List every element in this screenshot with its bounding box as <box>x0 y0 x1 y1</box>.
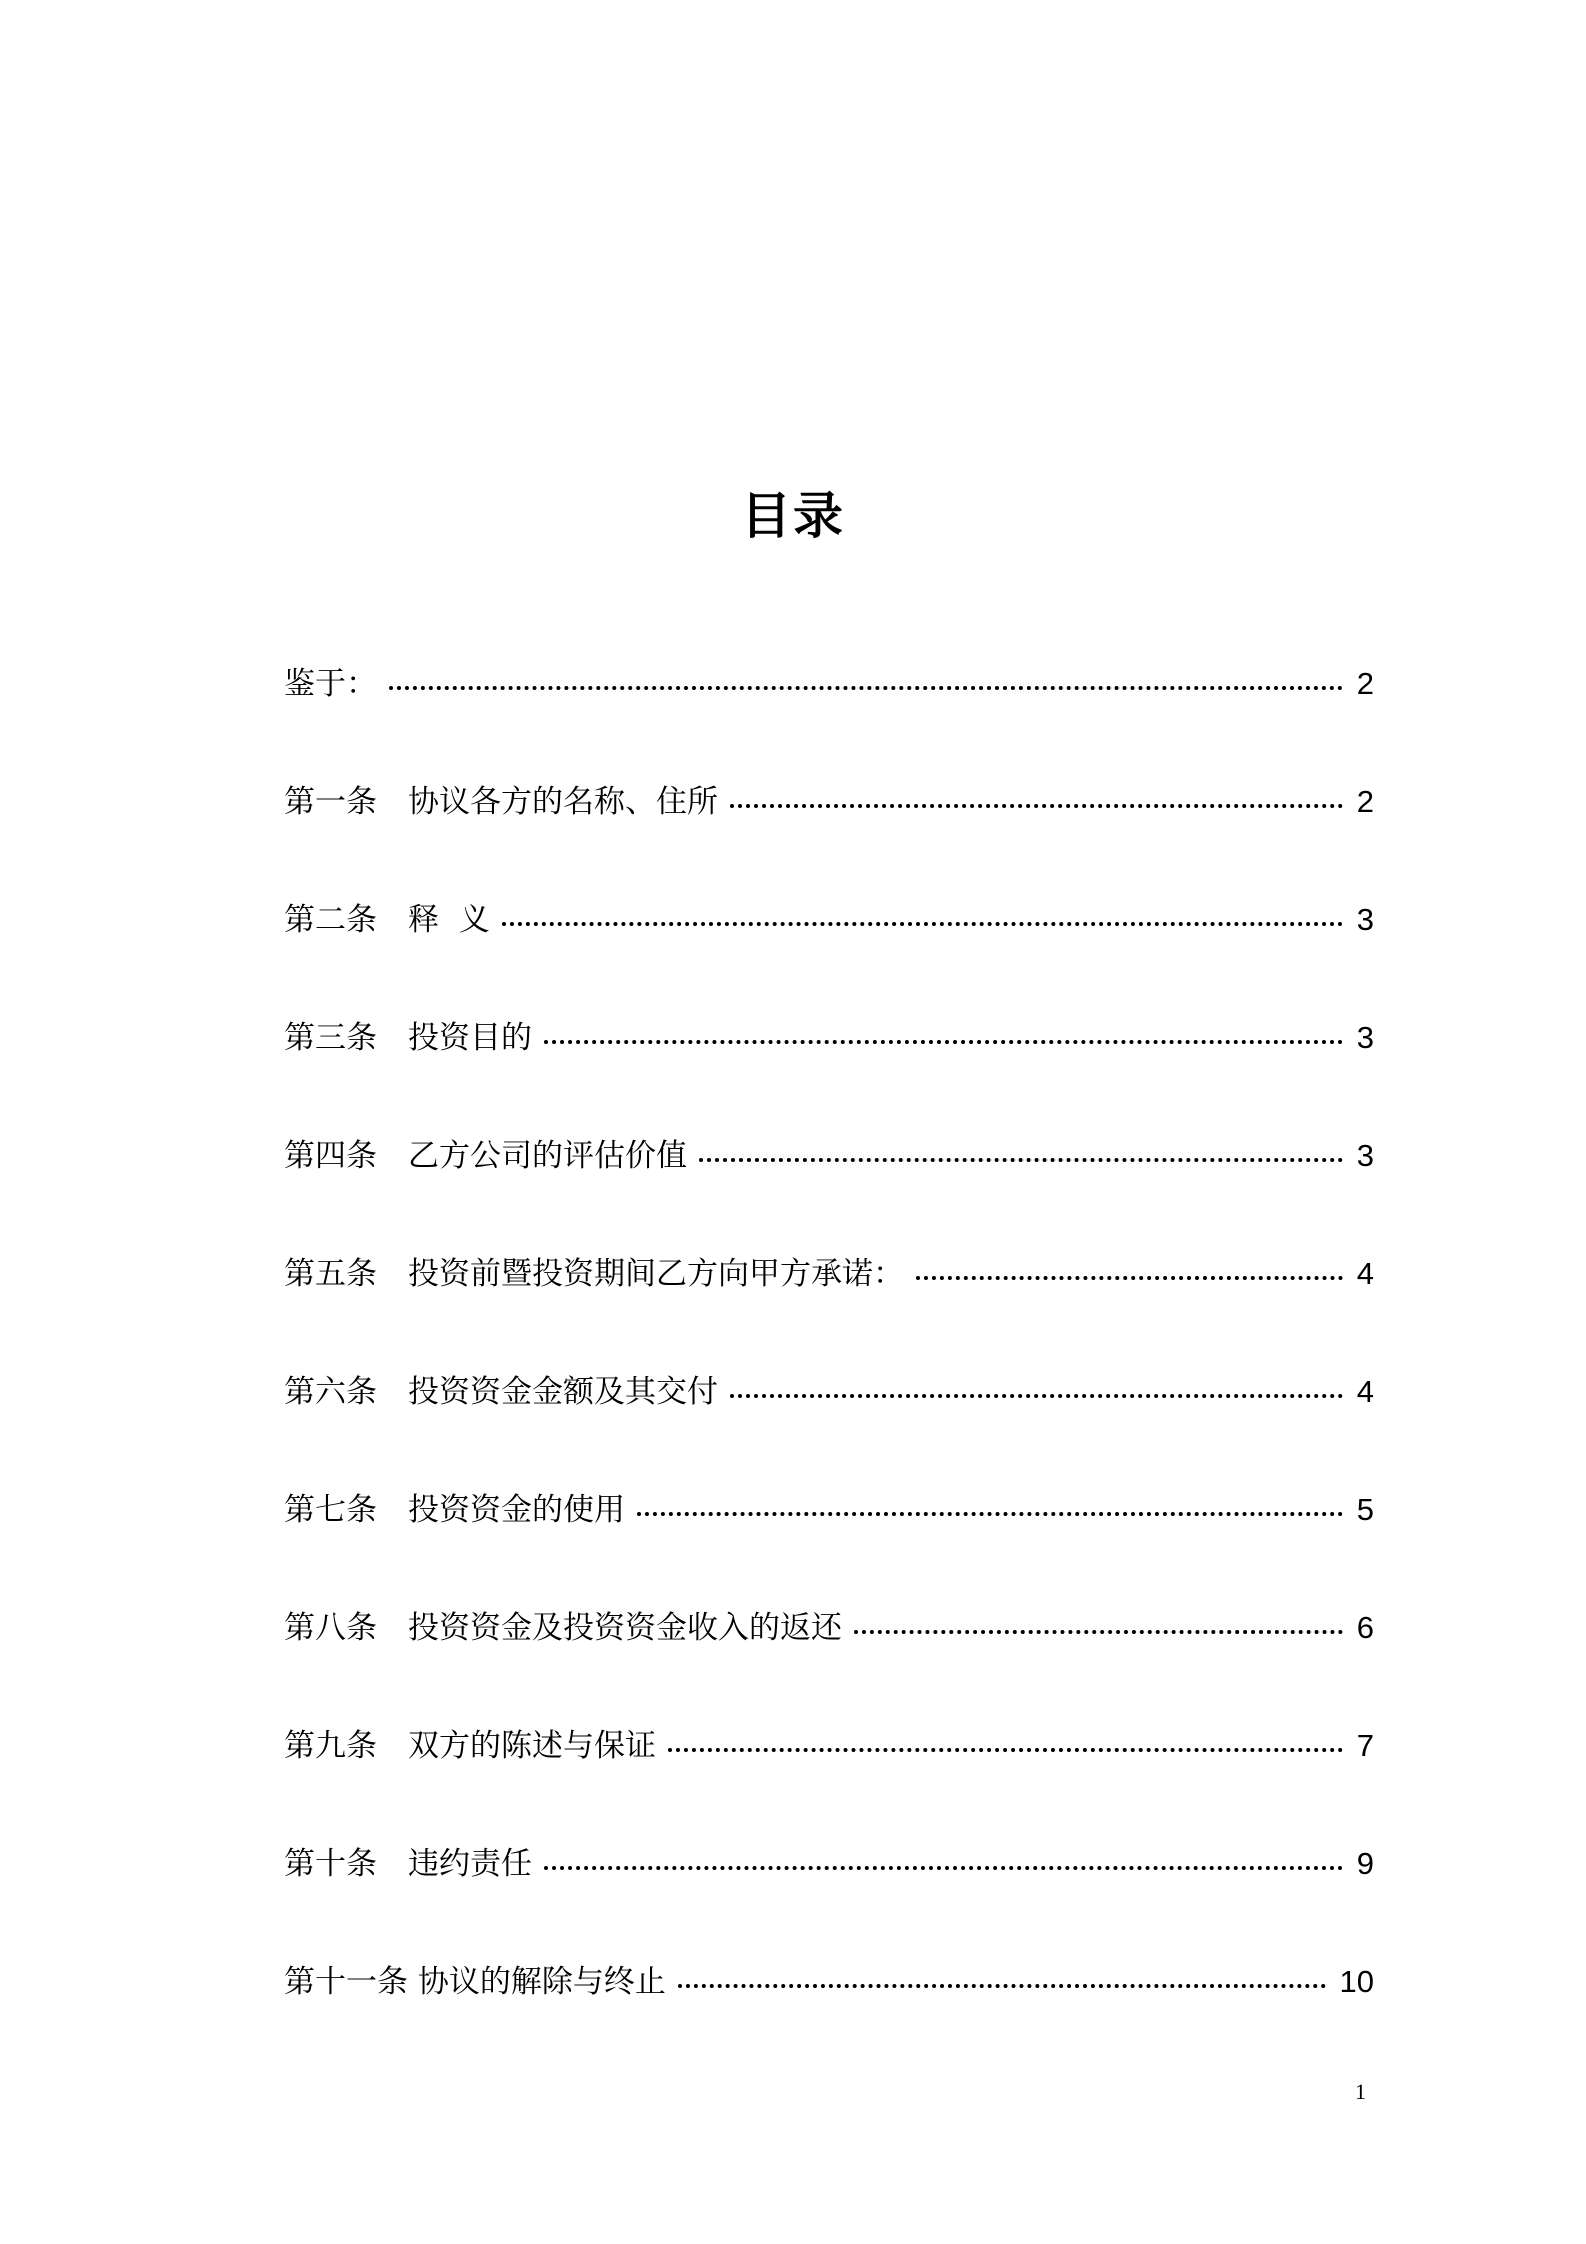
toc-entry-title: 协议各方的名称、住所 <box>408 784 718 820</box>
page-title: 目录 <box>741 487 845 545</box>
toc-entry-number: 第四条 <box>284 1138 408 1174</box>
toc-entry-article-4[interactable] <box>284 1128 1374 1246</box>
dot-leader <box>699 1158 1343 1162</box>
toc-entry-article-11[interactable] <box>284 1954 1374 2072</box>
toc-entry-title: 释 义 <box>408 902 490 938</box>
toc-entry-article-3[interactable] <box>284 1010 1374 1128</box>
toc-entry-title: 投资资金的使用 <box>408 1492 625 1528</box>
dot-leader <box>502 922 1343 926</box>
toc-entry-number: 第三条 <box>284 1020 408 1056</box>
toc-entry-title: 乙方公司的评估价值 <box>408 1138 687 1174</box>
toc-entry-title: 投资前暨投资期间乙方向甲方承诺： <box>408 1256 904 1292</box>
toc-entry-article-5[interactable] <box>284 1246 1374 1364</box>
toc-entry-article-7[interactable] <box>284 1482 1374 1600</box>
page-number: 1 <box>1355 2079 1366 2104</box>
dot-leader <box>916 1276 1343 1280</box>
toc-entry-number: 第七条 <box>284 1492 408 1528</box>
toc-entry-number: 第十一条 <box>284 1964 418 2000</box>
toc-entry-number: 鉴于： <box>284 666 377 702</box>
toc-entry-number: 第五条 <box>284 1256 408 1292</box>
toc-entry-number: 第八条 <box>284 1610 408 1646</box>
dot-leader <box>730 804 1343 808</box>
toc-entry-page: 3 <box>1356 1138 1374 1173</box>
toc-entry-page: 2 <box>1356 784 1374 819</box>
dot-leader <box>668 1748 1343 1752</box>
toc-entry-title: 投资资金金额及其交付 <box>408 1374 718 1410</box>
toc-entry-page: 7 <box>1356 1728 1374 1763</box>
toc-entry-number: 第六条 <box>284 1374 408 1410</box>
toc-entry-article-1[interactable] <box>284 774 1374 892</box>
toc-entry-page: 4 <box>1356 1256 1374 1291</box>
toc-entry-page: 4 <box>1356 1374 1374 1409</box>
toc-entry-page: 3 <box>1356 902 1374 937</box>
table-of-contents <box>284 656 1374 2072</box>
dot-leader <box>730 1394 1343 1398</box>
toc-entry-title: 投资目的 <box>408 1020 532 1056</box>
toc-entry-number: 第九条 <box>284 1728 408 1764</box>
dot-leader <box>637 1512 1343 1516</box>
toc-entry-number: 第十条 <box>284 1846 408 1882</box>
toc-entry-page: 3 <box>1356 1020 1374 1055</box>
toc-entry-page: 5 <box>1356 1492 1374 1527</box>
toc-entry-page: 9 <box>1356 1846 1374 1881</box>
toc-entry-number: 第二条 <box>284 902 408 938</box>
toc-entry-page: 2 <box>1356 666 1374 701</box>
dot-leader <box>678 1984 1326 1988</box>
toc-entry-page: 6 <box>1356 1610 1374 1645</box>
toc-entry-title: 投资资金及投资资金收入的返还 <box>408 1610 842 1646</box>
toc-entry-title: 双方的陈述与保证 <box>408 1728 656 1764</box>
toc-entry-number: 第一条 <box>284 784 408 820</box>
toc-entry-article-9[interactable] <box>284 1718 1374 1836</box>
dot-leader <box>544 1040 1343 1044</box>
toc-entry-article-2[interactable] <box>284 892 1374 1010</box>
dot-leader <box>389 686 1343 690</box>
toc-entry-article-10[interactable] <box>284 1836 1374 1954</box>
dot-leader <box>854 1630 1343 1634</box>
toc-entry-title: 协议的解除与终止 <box>417 1964 666 2000</box>
toc-entry-title: 违约责任 <box>408 1846 532 1882</box>
dot-leader <box>544 1866 1343 1870</box>
toc-entry-article-8[interactable] <box>284 1600 1374 1718</box>
toc-entry-preamble[interactable] <box>284 656 1374 774</box>
toc-entry-page: 10 <box>1339 1964 1374 1999</box>
toc-entry-article-6[interactable] <box>284 1364 1374 1482</box>
